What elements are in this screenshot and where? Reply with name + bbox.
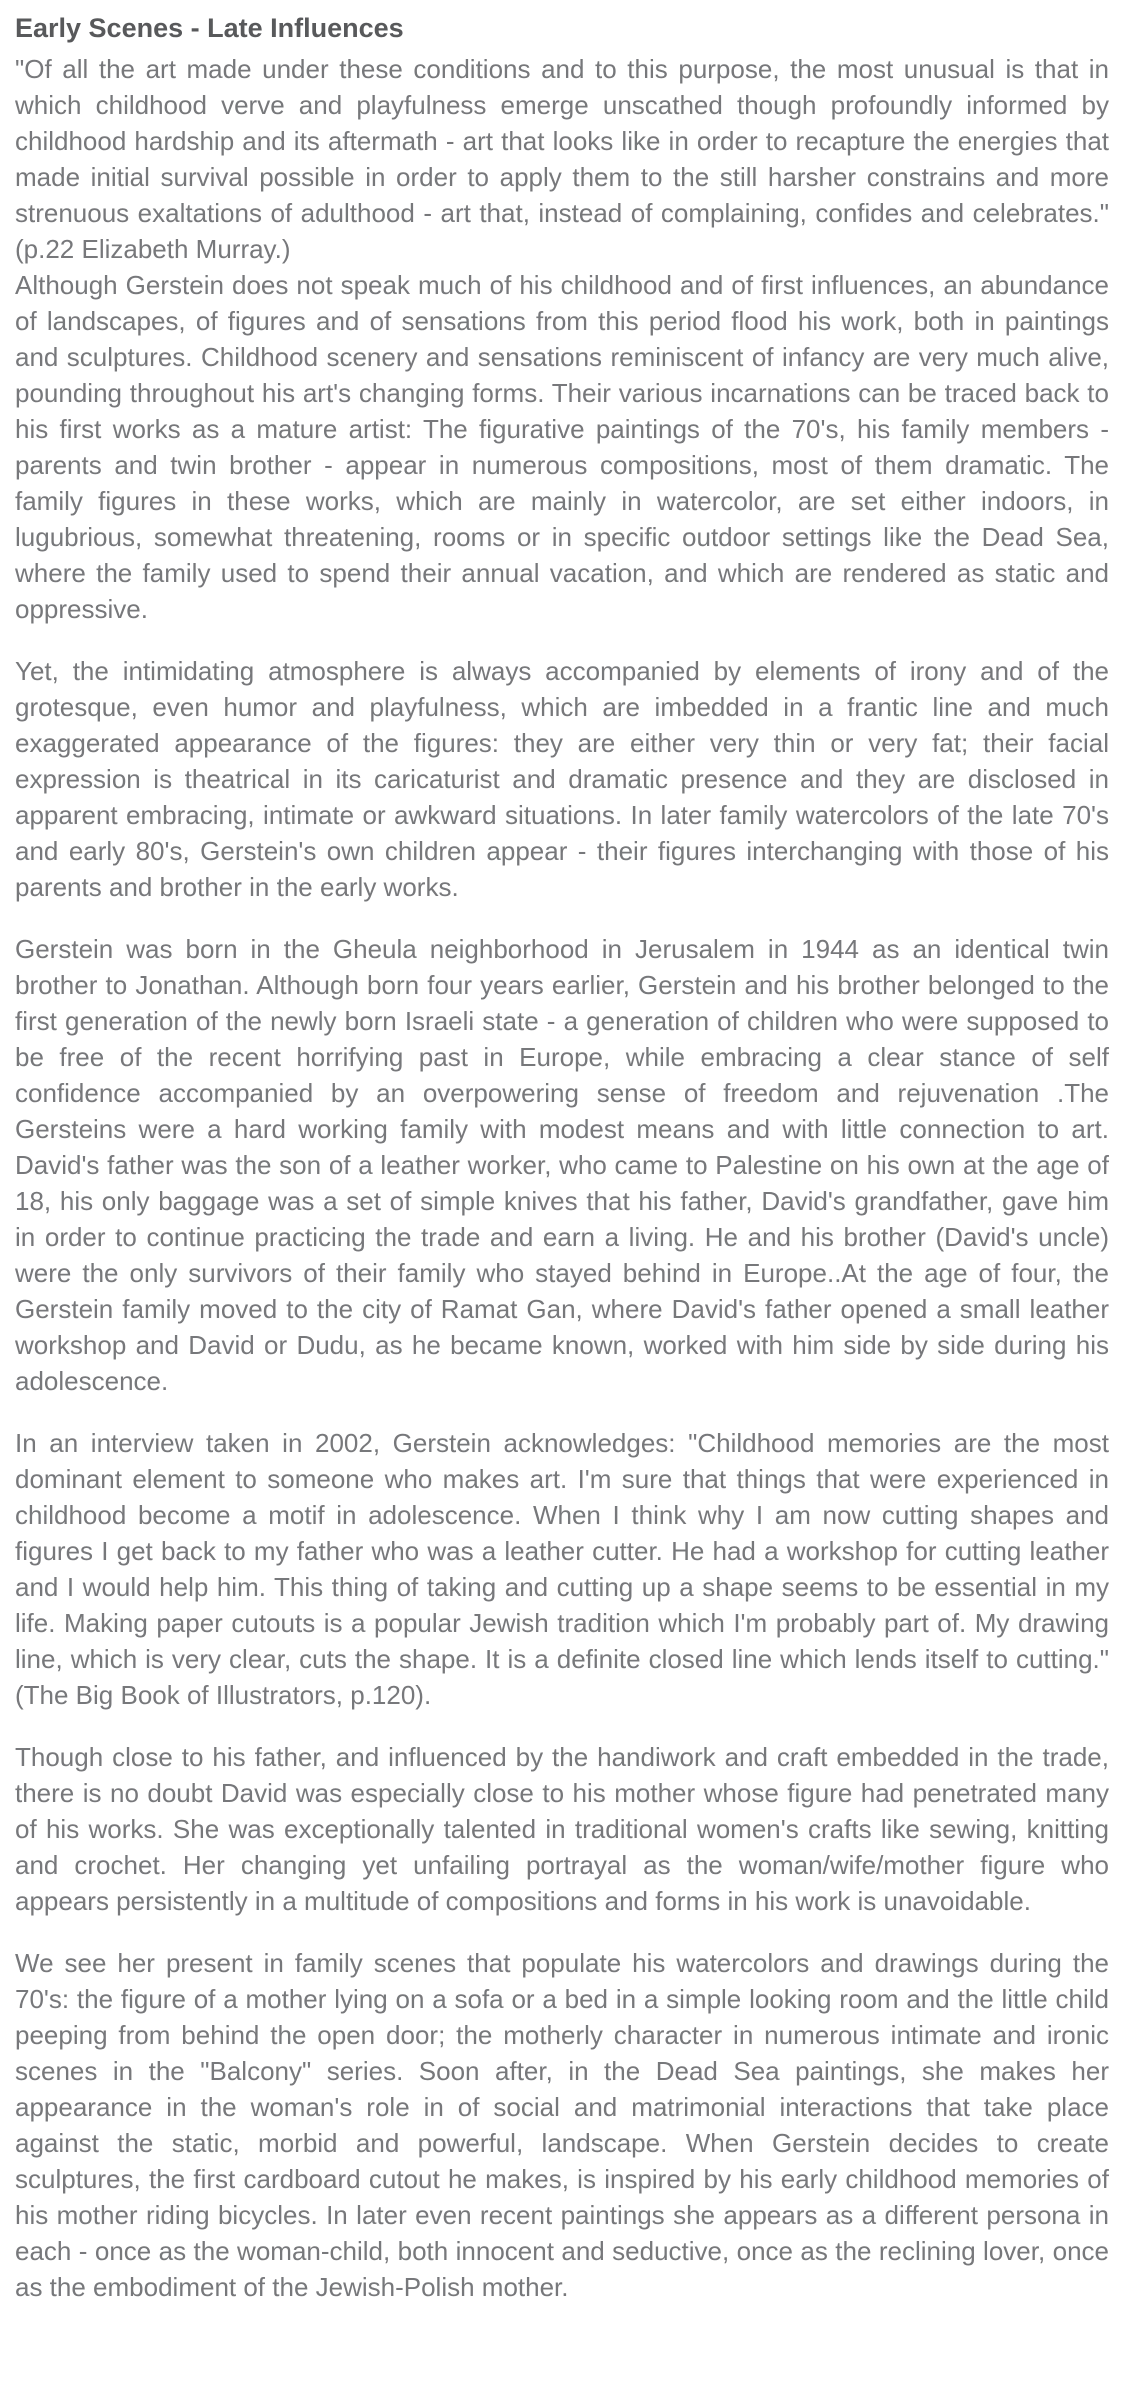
paragraph-interview-2002: In an interview taken in 2002, Gerstein acknowledges: "Childhood memories are the most dominant element to someone who makes art. I'm sure that things that were experienced in childhood become a motif in adolescence. When I think why I am now cutting shapes and figures I get back to my father who was a leather cutter. He had a workshop for cutting leather and I would help him. This thing of taking and cutting up a shape seems to be essential in my life. Making paper cutouts is a popular Jewish tradition which I'm probably part of. My drawing line, which is very clear, cuts the shape. It is a definite closed line which lends itself to cutting."(The Big Book of Illustrators, p.120). (15, 1428, 1109, 1710)
paragraph-irony-grotesque: Yet, the intimidating atmosphere is always accompanied by elements of irony and of the grotesque, even humor and playfulness, which are imbedded in a frantic line and much exaggerated appearance of the figures: they are either very thin or very fat; their facial expression is theatrical in its caricaturist and dramatic presence and they are disclosed in apparent embracing, intimate or awkward situations. In later family watercolors of the late 70's and early 80's, Gerstein's own children appear - their figures interchanging with those of his parents and brother in the early works. (15, 656, 1109, 902)
paragraph-biography-birth-family: Gerstein was born in the Gheula neighborhood in Jerusalem in 1944 as an identical twin brother to Jonathan. Although born four years earlier, Gerstein and his brother belonged to the first generation of the newly born Israeli state - a generation of children who were supposed to be free of the recent horrifying past in Europe, while embracing a clear stance of self confidence accompanied by an overpowering sense of freedom and rejuvenation .The Gersteins were a hard working family with modest means and with little connection to art. David's father was the son of a leather worker, who came to Palestine on his own at the age of 18, his only baggage was a set of simple knives that his father, David's grandfather, gave him in order to continue practicing the trade and earn a living. He and his brother (David's uncle) were the only survivors of their family who stayed behind in Europe..At the age of four, the Gerstein family moved to the city of Ramat Gan, where David's father opened a small leather workshop and David or Dudu, as he became known, worked with him side by side during his adolescence. (15, 934, 1109, 1396)
paragraph-opening-quote: "Of all the art made under these conditions and to this purpose, the most unusual is that in which childhood verve and playfulness emerge unscathed though profoundly informed by childhood hardship and its aftermath - art that looks like in order to recapture the energies that made initial survival possible in order to apply them to the still harsher constrains and more strenuous exaltations of adulthood - art that, instead of complaining, confides and celebrates." (p.22 Elizabeth Murray.) (15, 54, 1109, 264)
paragraph-mother-crafts: Though close to his father, and influenced by the handiwork and craft embedded in the trade, there is no doubt David was especially close to his mother whose figure had penetrated many of his works. She was exceptionally talented in traditional women's crafts like sewing, knitting and crochet. Her changing yet unfailing portrayal as the woman/wife/mother figure who appears persistently in a multitude of compositions and forms in his work is unavoidable. (15, 1742, 1109, 1916)
paragraph-childhood-influences: Although Gerstein does not speak much of his childhood and of first influences, an abundance of landscapes, of figures and of sensations from this period flood his work, both in paintings and sculptures. Childhood scenery and sensations reminiscent of infancy are very much alive, pounding throughout his art's changing forms. Their various incarnations can be traced back to his first works as a mature artist: The figurative paintings of the 70's, his family members - parents and twin brother - appear in numerous compositions, most of them dramatic. The family figures in these works, which are mainly in watercolor, are set either indoors, in lugubrious, somewhat threatening, rooms or in specific outdoor settings like the Dead Sea, where the family used to spend their annual vacation, and which are rendered as static and oppressive. (15, 270, 1109, 624)
page-title: Early Scenes - Late Influences (15, 13, 404, 43)
paragraph-mother-in-scenes: We see her present in family scenes that populate his watercolors and drawings during the 70's: the figure of a mother lying on a sofa or a bed in a simple looking room and the little child peeping from behind the open door; the motherly character in numerous intimate and ironic scenes in the "Balcony" series. Soon after, in the Dead Sea paintings, she makes her appearance in the woman's role in of social and matrimonial interactions that take place against the static, morbid and powerful, landscape. When Gerstein decides to create sculptures, the first cardboard cutout he makes, is inspired by his early childhood memories of his mother riding bicycles. In later even recent paintings she appears as a different persona in each - once as the woman-child, both innocent and seductive, once as the reclining lover, once as the embodiment of the Jewish-Polish mother. (15, 1948, 1109, 2302)
